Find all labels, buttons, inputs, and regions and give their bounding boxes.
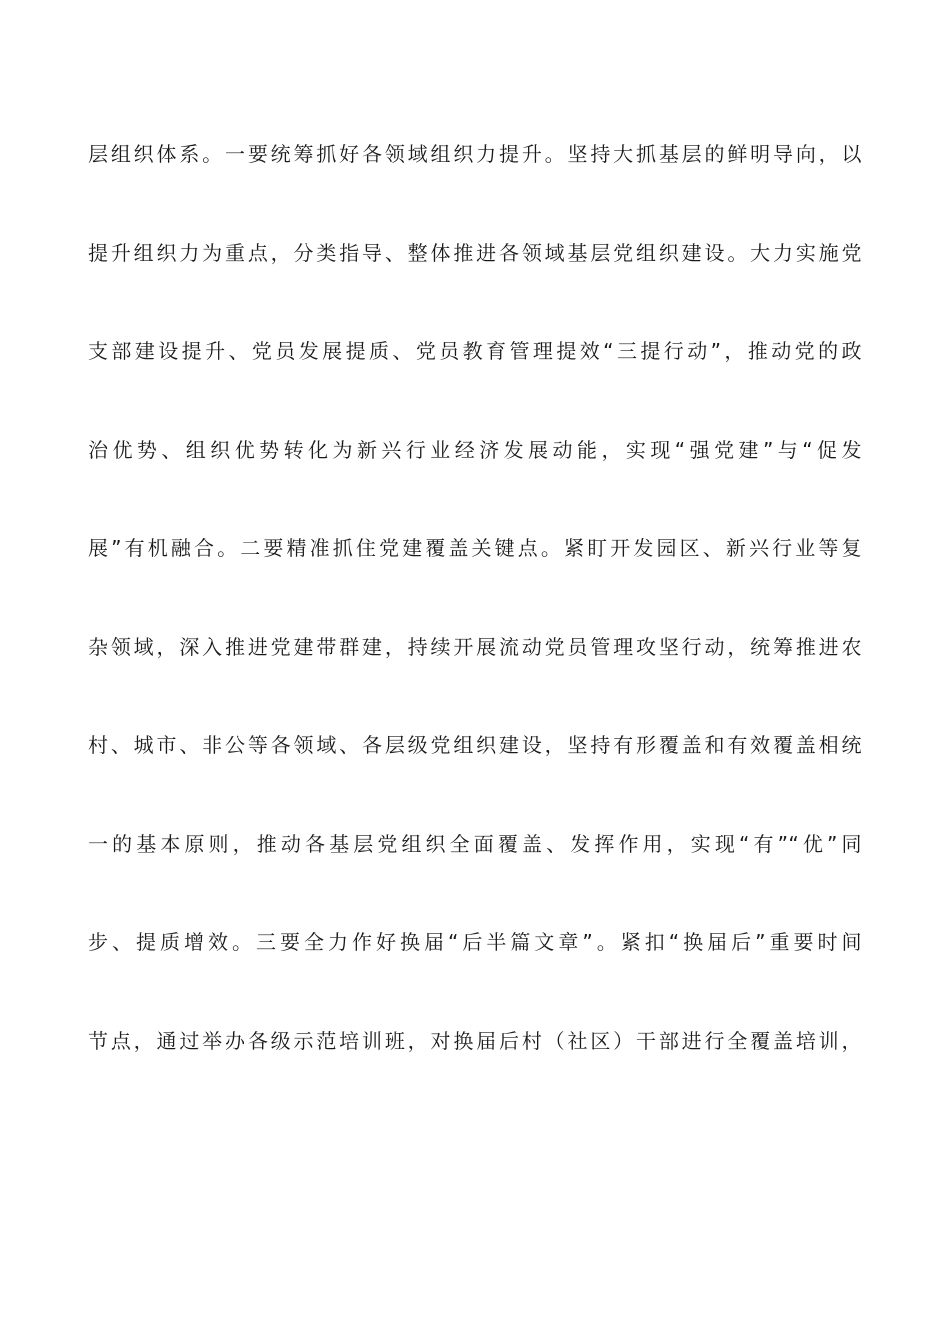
text-line: 支部建设提升、党员发展提质、党员教育管理提效“三提行动”，推动党的政 (88, 339, 862, 363)
body-text (88, 132, 862, 1117)
text-line: 节点，通过举办各级示范培训班，对换届后村（社区）干部进行全覆盖培训， (88, 1028, 862, 1053)
text-line: 提升组织力为重点，分类指导、整体推进各领域基层党组织建设。大力实施党 (88, 240, 862, 265)
text-line: 治优势、组织优势转化为新兴行业经济发展动能，实现“强党建”与“促发 (88, 437, 862, 462)
text-line: 展”有机融合。二要精准抓住党建覆盖关键点。紧盯开发园区、新兴行业等复 (88, 536, 862, 560)
text-line: 村、城市、非公等各领域、各层级党组织建设，坚持有形覆盖和有效覆盖相统 (88, 733, 862, 757)
text-line: 一的基本原则，推动各基层党组织全面覆盖、发挥作用，实现“有”“优”同 (88, 831, 862, 856)
text-line: 杂领域，深入推进党建带群建，持续开展流动党员管理攻坚行动，统筹推进农 (88, 634, 862, 659)
text-line: 层组织体系。一要统筹抓好各领域组织力提升。坚持大抓基层的鲜明导向，以 (88, 142, 862, 166)
text-line: 步、提质增效。三要全力作好换届“后半篇文章”。紧扣“换届后”重要时间 (88, 930, 862, 954)
